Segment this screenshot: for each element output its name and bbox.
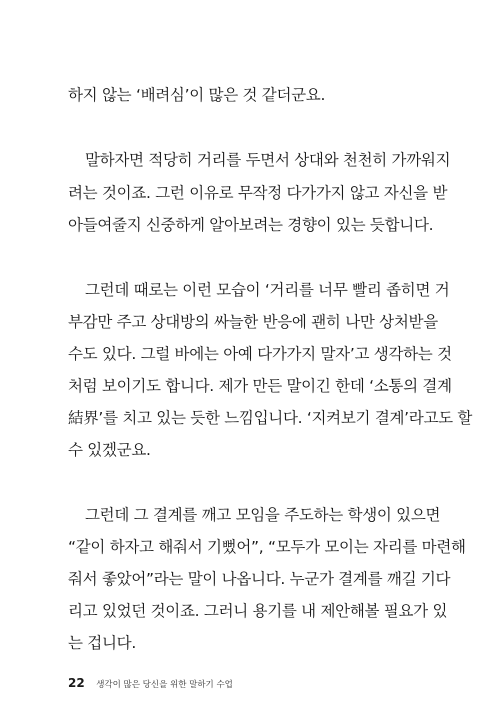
paragraph-4-line-2: “같이 하자고 해줘서 기뻤어”, “모두가 모이는 자리를 마련해 [68, 538, 466, 556]
paragraph-2-line-3: 아들여줄지 신중하게 알아보려는 경향이 있는 듯합니다. [68, 216, 434, 234]
paragraph-1-line-1: 하지 않는 ‘배려심’이 많은 것 같더군요. [68, 86, 326, 104]
paragraph-4-line-4: 리고 있었던 것이죠. 그러니 용기를 내 제안해볼 필요가 있 [68, 602, 448, 620]
page-footer [68, 676, 233, 692]
paragraph-4-line-3: 줘서 좋았어”라는 말이 나옵니다. 누군가 결계를 깨길 기다 [68, 570, 451, 588]
paragraph-3-line-4: 처럼 보이기도 합니다. 제가 만든 말이긴 한데 ‘소통의 결계 [68, 377, 452, 395]
paragraph-3-line-3: 수도 있다. 그럴 바에는 아예 다가가지 말자’고 생각하는 것 [68, 345, 452, 363]
paragraph-3-line-2: 부감만 주고 상대방의 싸늘한 반응에 괜히 나만 상처받을 [68, 313, 438, 331]
paragraph-3-line-1: 그런데 때로는 이런 모습이 ‘거리를 너무 빨리 좁히면 거 [85, 281, 450, 299]
page-number: 22 [68, 676, 85, 690]
running-title: 생각이 많은 당신을 위한 말하기 수업 [96, 680, 233, 690]
paragraph-4-line-5: 는 겁니다. [68, 634, 136, 652]
paragraph-2-line-2: 려는 것이죠. 그런 이유로 무작정 다가가지 않고 자신을 받 [68, 184, 448, 202]
paragraph-2-line-1: 말하자면 적당히 거리를 두면서 상대와 천천히 가까워지 [85, 151, 451, 169]
paragraph-3-line-6: 수 있겠군요. [68, 441, 151, 459]
paragraph-4-line-1: 그런데 그 결계를 깨고 모임을 주도하는 학생이 있으면 [85, 506, 441, 524]
paragraph-3-line-5: 結界’를 치고 있는 듯한 느낌입니다. ‘지켜보기 결계’라고도 할 [68, 409, 473, 427]
